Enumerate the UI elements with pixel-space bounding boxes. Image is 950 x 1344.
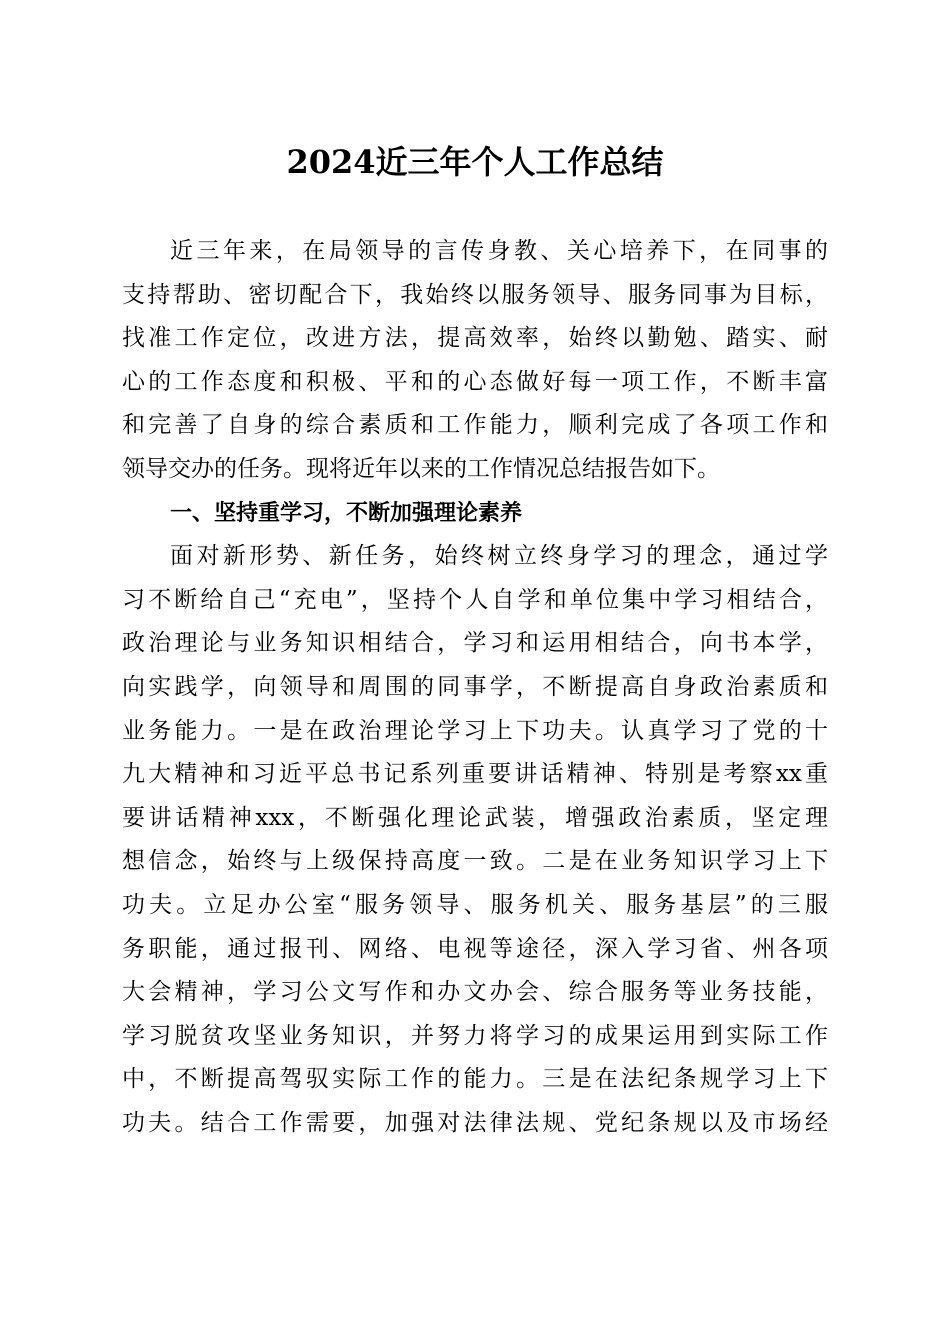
paragraph-line: 近三年来，在局领导的言传身教、关心培养下，在同事的 xyxy=(170,238,828,264)
paragraph-line: 政治理论与业务知识相结合，学习和运用相结合，向书本学， xyxy=(122,630,828,657)
paragraph-line: 九大精神和习近平总书记系列重要讲话精神、特别是考察xx重 xyxy=(122,761,828,788)
paragraph-line: 功夫。结合工作需要，加强对法律法规、党纪条规以及市场经 xyxy=(122,1109,828,1136)
section-heading: 一、坚持重学习，不断加强理论素养 xyxy=(170,500,523,526)
paragraph-line: 想信念，始终与上级保持高度一致。二是在业务知识学习上下 xyxy=(122,848,828,875)
paragraph-line: 大会精神，学习公文写作和办文办会、综合服务等业务技能， xyxy=(122,979,828,1006)
paragraph-line: 中，不断提高驾驭实际工作的能力。三是在法纪条规学习上下 xyxy=(122,1066,828,1093)
paragraph-line: 向实践学，向领导和周围的同事学，不断提高自身政治素质和 xyxy=(122,673,828,700)
paragraph-line: 务职能，通过报刊、网络、电视等途径，深入学习省、州各项 xyxy=(122,935,828,962)
paragraph-line: 功夫。立足办公室“服务领导、服务机关、服务基层”的三服 xyxy=(122,891,828,918)
paragraph-line: 和完善了自身的综合素质和工作能力，顺利完成了各项工作和 xyxy=(122,412,828,439)
document-body xyxy=(122,230,828,1145)
paragraph-line: 业务能力。一是在政治理论学习上下功夫。认真学习了党的十 xyxy=(122,717,828,744)
paragraph-line: 心的工作态度和积极、平和的心态做好每一项工作，不断丰富 xyxy=(122,368,828,395)
document-title: 2024近三年个人工作总结 xyxy=(286,143,664,181)
paragraph-line: 找准工作定位，改进方法，提高效率，始终以勤勉、踏实、耐 xyxy=(122,325,828,352)
paragraph-line: 习不断给自己“充电”，坚持个人自学和单位集中学习相结合， xyxy=(122,586,828,613)
paragraph-line: 要讲话精神xxx，不断强化理论武装，增强政治素质，坚定理 xyxy=(122,804,828,831)
paragraph-line: 面对新形势、新任务，始终树立终身学习的理念，通过学 xyxy=(170,543,828,570)
paragraph-line: 学习脱贫攻坚业务知识，并努力将学习的成果运用到实际工作 xyxy=(122,1022,828,1049)
paragraph-line: 领导交办的任务。现将近年以来的工作情况总结报告如下。 xyxy=(122,455,720,482)
paragraph-line: 支持帮助、密切配合下，我始终以服务领导、服务同事为目标， xyxy=(122,281,828,308)
